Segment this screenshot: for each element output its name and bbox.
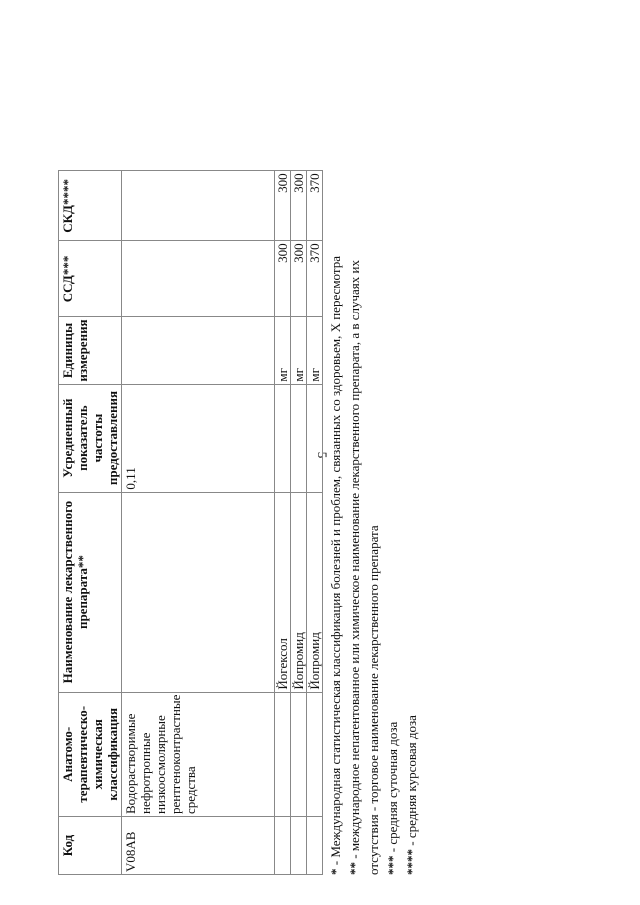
- cell-frequency: 0,11: [122, 384, 275, 492]
- cell-unit-empty: [122, 317, 275, 384]
- cell-ssd-empty: [122, 241, 275, 317]
- footnote-text: - средняя курсовая доза: [404, 715, 419, 849]
- cell-skd: 300: [275, 171, 291, 241]
- table-header-row: [59, 171, 122, 875]
- footnote-inn: [345, 30, 364, 875]
- cell-empty: [291, 692, 307, 816]
- header-units: Единицы измерения: [59, 317, 122, 384]
- footnote-mark: *: [328, 868, 343, 875]
- page-number: 5: [315, 451, 330, 459]
- header-drug-name: Наименование лекарственного препарата**: [59, 492, 122, 692]
- cell-skd-empty: [122, 171, 275, 241]
- cell-ssd: 300: [291, 241, 307, 317]
- footnote-text: - Международная статистическая классификация болезней и проблем, связанных со здоровьем, X пересмотра: [328, 256, 343, 869]
- footnote-mark: ***: [385, 855, 400, 875]
- footnote-skd: [402, 30, 421, 875]
- cell-ssd: 370: [307, 241, 323, 317]
- cell-empty: [291, 384, 307, 492]
- header-frequency: Усредненный показатель частоты предоставления: [59, 384, 122, 492]
- cell-drug-name: Йопромид: [307, 492, 323, 692]
- footnote-mark: ****: [404, 849, 419, 875]
- footnotes: [326, 30, 421, 875]
- footnote-inn-continued: [364, 30, 383, 875]
- footnote-ssd: [383, 30, 402, 875]
- cell-skd: 370: [307, 171, 323, 241]
- header-skd: СКД****: [59, 171, 122, 241]
- header-code: Код: [59, 817, 122, 875]
- drug-table: [58, 170, 323, 875]
- footnote-icd: [326, 30, 345, 875]
- footnote-text: отсутствия - торговое наименование лекарственного препарата: [366, 525, 381, 875]
- footnote-mark: **: [347, 862, 362, 875]
- table-row: [307, 171, 323, 875]
- cell-empty: [275, 817, 291, 875]
- footnote-text: - средняя суточная доза: [385, 721, 400, 856]
- cell-drug-name: Йопромид: [291, 492, 307, 692]
- table-row: [275, 171, 291, 875]
- cell-unit: мг: [275, 317, 291, 384]
- footnote-text: - международное непатентованное или химическое наименование лекарственного препарата, а в случаях их: [347, 260, 362, 862]
- cell-name-empty: [122, 492, 275, 692]
- cell-empty: [291, 817, 307, 875]
- cell-empty: [275, 384, 291, 492]
- cell-unit: мг: [291, 317, 307, 384]
- table-row-group: [122, 171, 275, 875]
- header-atc: Анатомо-терапевтическо-химическая классификация: [59, 692, 122, 816]
- table-row: [291, 171, 307, 875]
- cell-drug-name: Йогексол: [275, 492, 291, 692]
- cell-skd: 300: [291, 171, 307, 241]
- rotated-page-content: [58, 30, 598, 875]
- cell-empty: [275, 692, 291, 816]
- header-ssd: ССД***: [59, 241, 122, 317]
- cell-atc: Водорастворимые нефротропные низкоосмолярные рентгеноконтрастные средства: [122, 692, 275, 816]
- cell-code: V08AB: [122, 817, 275, 875]
- cell-empty: [307, 692, 323, 816]
- cell-unit: мг: [307, 317, 323, 384]
- cell-empty: [307, 817, 323, 875]
- cell-empty: [307, 384, 323, 492]
- cell-ssd: 300: [275, 241, 291, 317]
